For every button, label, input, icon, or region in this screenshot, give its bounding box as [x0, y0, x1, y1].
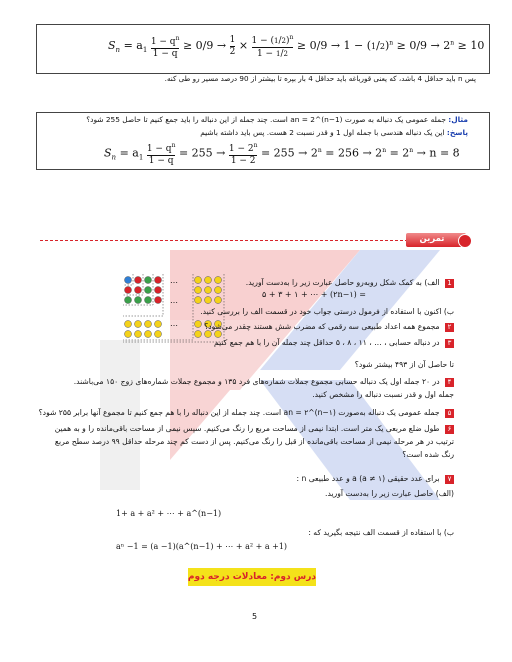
exercise-2: ۲ مجموع همه اعداد طبیعی سه رقمی که مضرب شش هستند چقدر می‌شود؟: [204, 322, 454, 332]
exercise-number-6: ۶: [445, 425, 454, 434]
sum-formula-1: $S_n = a_1$ $\frac{1 - q^n}{1 - q}$ ≥ 0/9 → $\frac{1}{2}$ × $\frac{1 - (1/2)^n}{1 - 1/2}$ ≥ $0/9 \to 1 - (1/2)^n \ge 0/9 \to 2^n \ge 10$: [108, 34, 485, 59]
dots-ellipsis-top: …: [170, 276, 178, 285]
page-number: 5: [252, 612, 258, 621]
formula-s: S: [108, 39, 116, 52]
exercise-7-expr1: 1+ a + a² + ⋯ + a^(n−1): [116, 509, 222, 518]
exercise-4: ۴ در ۲۰ جمله اول یک دنباله حسابی مجموع جملات شماره‌های فرد ۱۳۵ و مجموع جملات شماره‌های زوج ۱۵۰ می‌باشند.: [74, 377, 454, 387]
exercise-3-cont: تا حاصل آن از ۴۹۳ بیشتر شود؟: [354, 360, 454, 369]
exercise-1: 1 الف) به کمک شکل روبه‌رو حاصل عبارت زیر را به‌دست آورید.: [246, 278, 454, 288]
exercise-number-2: ۲: [445, 323, 454, 332]
exercise-6-l3: رنگ شده است؟: [402, 450, 454, 459]
exercise-7-b: ب) با استفاده از قسمت الف نتیجه بگیرید که :: [308, 528, 454, 537]
exercise-6-l2: ترتیب در هر مرحله نیمی از مساحت باقی‌مانده از قبل را رنگ می‌کنیم. پس از دست کم چند مرحله حداقل ۹۹ درصد سطح مربع: [54, 437, 454, 446]
dots-ellipsis-low: …: [170, 319, 178, 328]
exercise-7-a: (الف) حاصل عبارت زیر را به‌دست آورید.: [325, 489, 454, 498]
lesson-title: درس دوم: معادلات درجه دوم: [188, 568, 316, 586]
exercise-number-4: ۴: [445, 378, 454, 387]
exercise-1-b: ب) اکنون با استفاده از فرمول درستی جواب خود در قسمت الف را بررسی کنید.: [200, 307, 454, 316]
exercise-number-7: ۷: [445, 475, 454, 484]
exercise-4-cont: جمله اول و قدر نسبت دنباله را مشخص کنید.: [312, 390, 454, 399]
exercise-7-expr2: aⁿ −1 = (a −1)(a^(n−1) + ⋯ + a² + a +1): [116, 542, 288, 551]
exercise-number-3: ۳: [445, 339, 454, 348]
example-label: مثال:: [448, 115, 468, 124]
section-divider: [40, 240, 408, 242]
exercise-number-1: 1: [445, 279, 454, 288]
example-answer: پاسخ: این یک دنباله هندسی با جمله اول 1 و قدر نسبت 2 هست. پس باید داشته باشیم: [200, 128, 468, 137]
dots-ellipsis-mid: …: [170, 296, 178, 305]
exercise-6: ۶ طول ضلع مربعی یک متر است. ابتدا نیمی از مساحت مربع را رنگ می‌کنیم. سپس نیمی از مساحت باقی‌مانده را و به همین: [55, 424, 454, 434]
section-bullet-icon: [458, 234, 472, 248]
exercise-number-5: ۵: [445, 409, 454, 418]
section-title: تمرین: [419, 234, 445, 244]
note-text-1: پس n باید حداقل 4 باشد، که یعنی قورباغه باید حداقل 4 بار بپره تا بیشتر از 90 درصد مسیر رو طی کنه.: [164, 74, 476, 83]
exercise-1-expr: = (۲n−۱) + ⋯ + ۵ + ۳ + ۱: [262, 290, 366, 299]
exercise-7: ۷ برای عدد حقیقی a (a ≠ ۱) و عدد طبیعی n :: [297, 474, 455, 484]
exercise-5: ۵ جمله عمومی یک دنباله به‌صورت an = ۲^(n−۱) است. چند جمله از این دنباله را با هم جمع کنیم تا مجموع آنها برابر ۲۵۵ شود؟: [39, 408, 454, 418]
example-question: مثال: جمله عمومی یک دنباله به صورت an = 2^(n−1) است. چند جمله از این دنباله را باید جمع کنیم تا حاصل 255 شود؟: [86, 115, 468, 124]
exercise-3: ۳ در دنباله حسابی ، … ، ۱۱ ، ۸ ، ۵ حداقل چند جمله آن را با هم جمع کنیم: [214, 338, 454, 348]
answer-label: پاسخ:: [446, 128, 468, 137]
sum-formula-2: $S_n = a_1$ $\frac{1 - q^n}{1 - q}$ = 255 → $\frac{1 - 2^n}{1 - 2}$ = $255 \to 2^n = 256 \to 2^n = 2^n \to n = 8$: [104, 142, 460, 166]
